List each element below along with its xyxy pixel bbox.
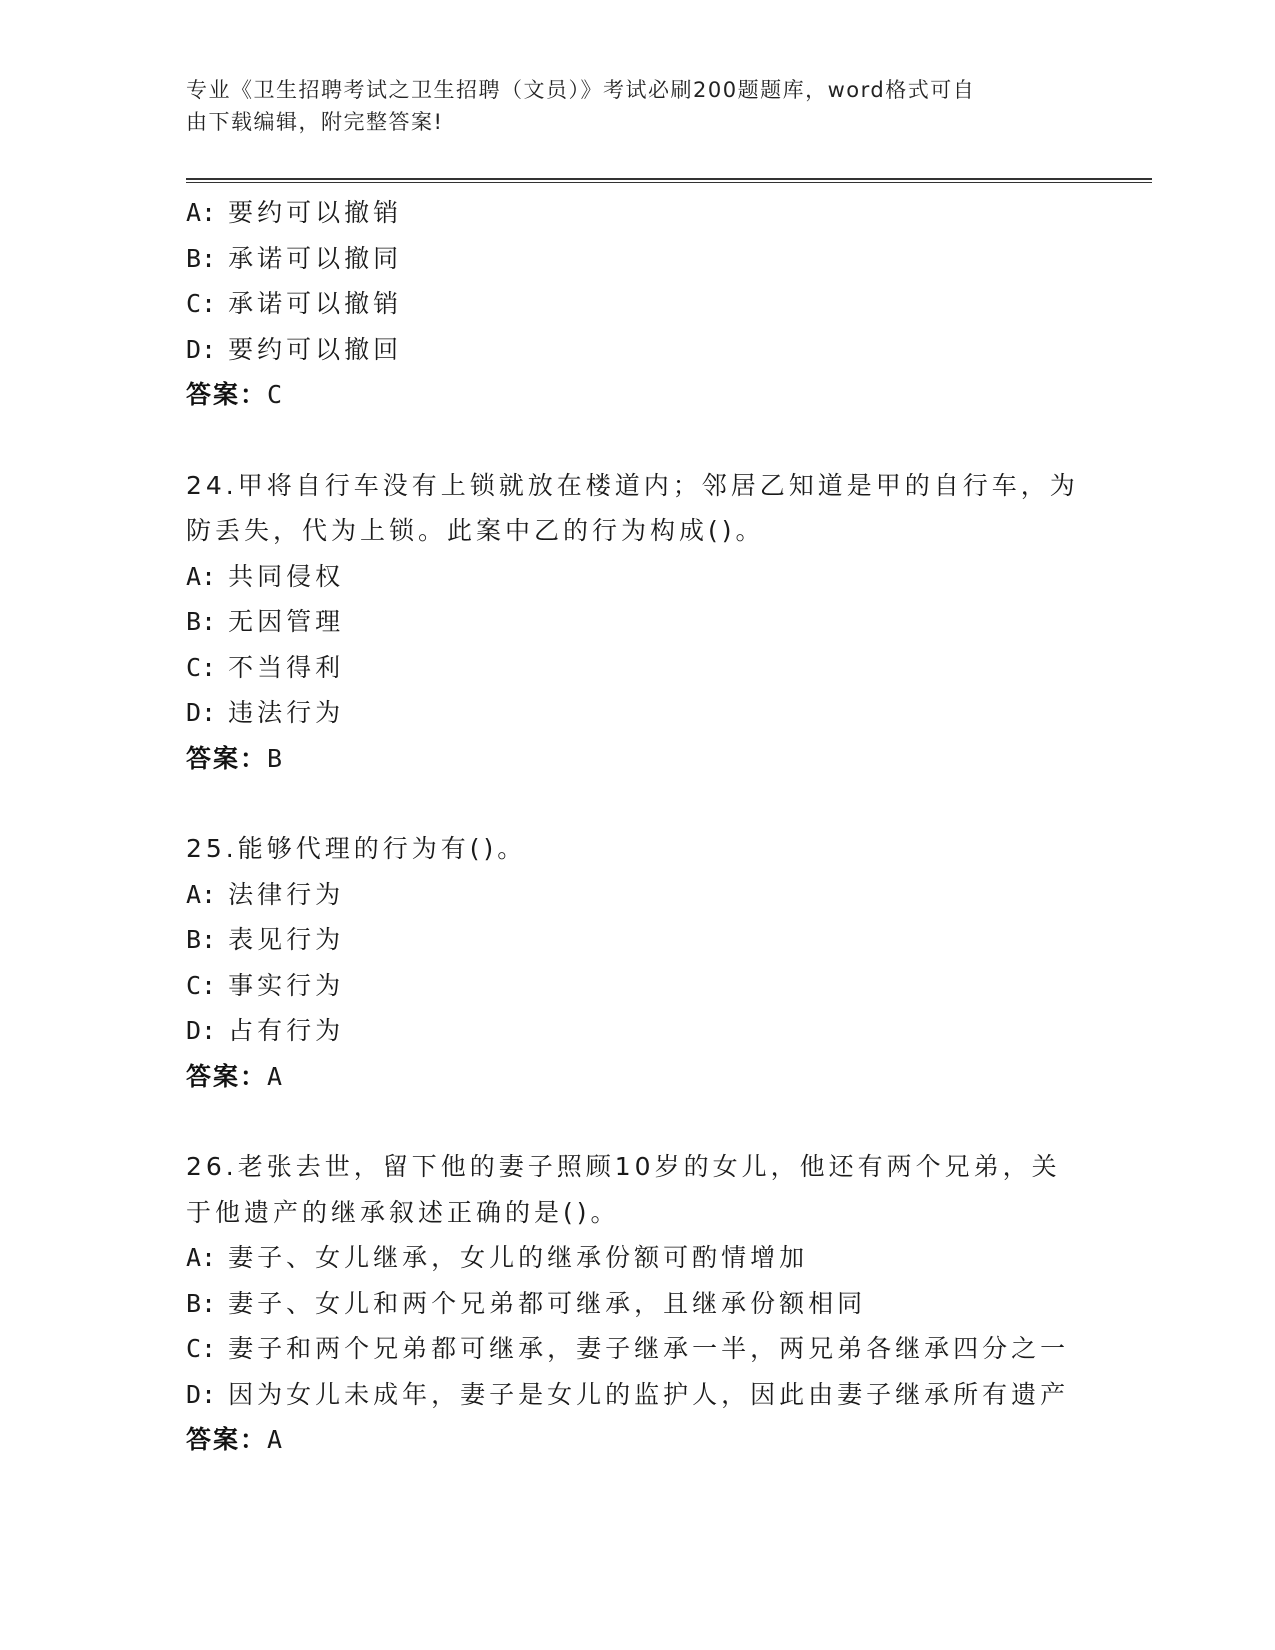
option-b: B: 无因管理 (186, 607, 345, 636)
question-stem-line2: 于他遗产的继承叙述正确的是()。 (186, 1197, 620, 1227)
question-continued (186, 190, 1086, 418)
header-divider-thin (186, 182, 1152, 183)
option-d: D: 违法行为 (186, 698, 345, 727)
option-d: D: 占有行为 (186, 1016, 345, 1045)
option-b: B: 表见行为 (186, 925, 345, 954)
header-title-line2: 由下载编辑，附完整答案! (186, 110, 444, 134)
header-title-line1: 专业《卫生招聘考试之卫生招聘（文员）》考试必刷200题题库，word格式可自 (186, 78, 976, 102)
question-stem-line1: 26.老张去世，留下他的妻子照顾10岁的女儿，他还有两个兄弟，关 (186, 1152, 1061, 1181)
option-c: C: 妻子和两个兄弟都可继承，妻子继承一半，两兄弟各继承四分之一 (186, 1334, 1070, 1363)
option-a: A: 要约可以撤销 (186, 198, 403, 227)
answer-line: 答案：B (186, 743, 285, 773)
document-content (186, 190, 1086, 1463)
option-a: A: 妻子、女儿继承，女儿的继承份额可酌情增加 (186, 1243, 809, 1272)
option-c: C: 不当得利 (186, 652, 345, 682)
header-divider-thick (186, 178, 1152, 180)
option-a: A: 共同侵权 (186, 561, 345, 591)
question-stem-line1: 25.能够代理的行为有()。 (186, 834, 527, 863)
option-a: A: 法律行为 (186, 879, 345, 909)
question-stem-line1: 24.甲将自行车没有上锁就放在楼道内；邻居乙知道是甲的自行车，为 (186, 470, 1079, 500)
question-25 (186, 826, 1086, 1099)
answer-line: 答案：A (186, 1425, 285, 1454)
question-24 (186, 463, 1086, 782)
page-header (186, 74, 1066, 138)
question-stem-line2: 防丢失，代为上锁。此案中乙的行为构成()。 (186, 516, 765, 545)
option-b: B: 妻子、女儿和两个兄弟都可继承，且继承份额相同 (186, 1288, 867, 1318)
option-c: C: 事实行为 (186, 970, 345, 1000)
question-26 (186, 1144, 1086, 1463)
option-c: C: 承诺可以撤销 (186, 289, 403, 318)
option-b: B: 承诺可以撤同 (186, 243, 403, 273)
option-d: D: 要约可以撤回 (186, 334, 403, 364)
answer-line: 答案：A (186, 1061, 285, 1091)
answer-line: 答案：C (186, 380, 285, 409)
option-d: D: 因为女儿未成年，妻子是女儿的监护人，因此由妻子继承所有遗产 (186, 1379, 1070, 1409)
